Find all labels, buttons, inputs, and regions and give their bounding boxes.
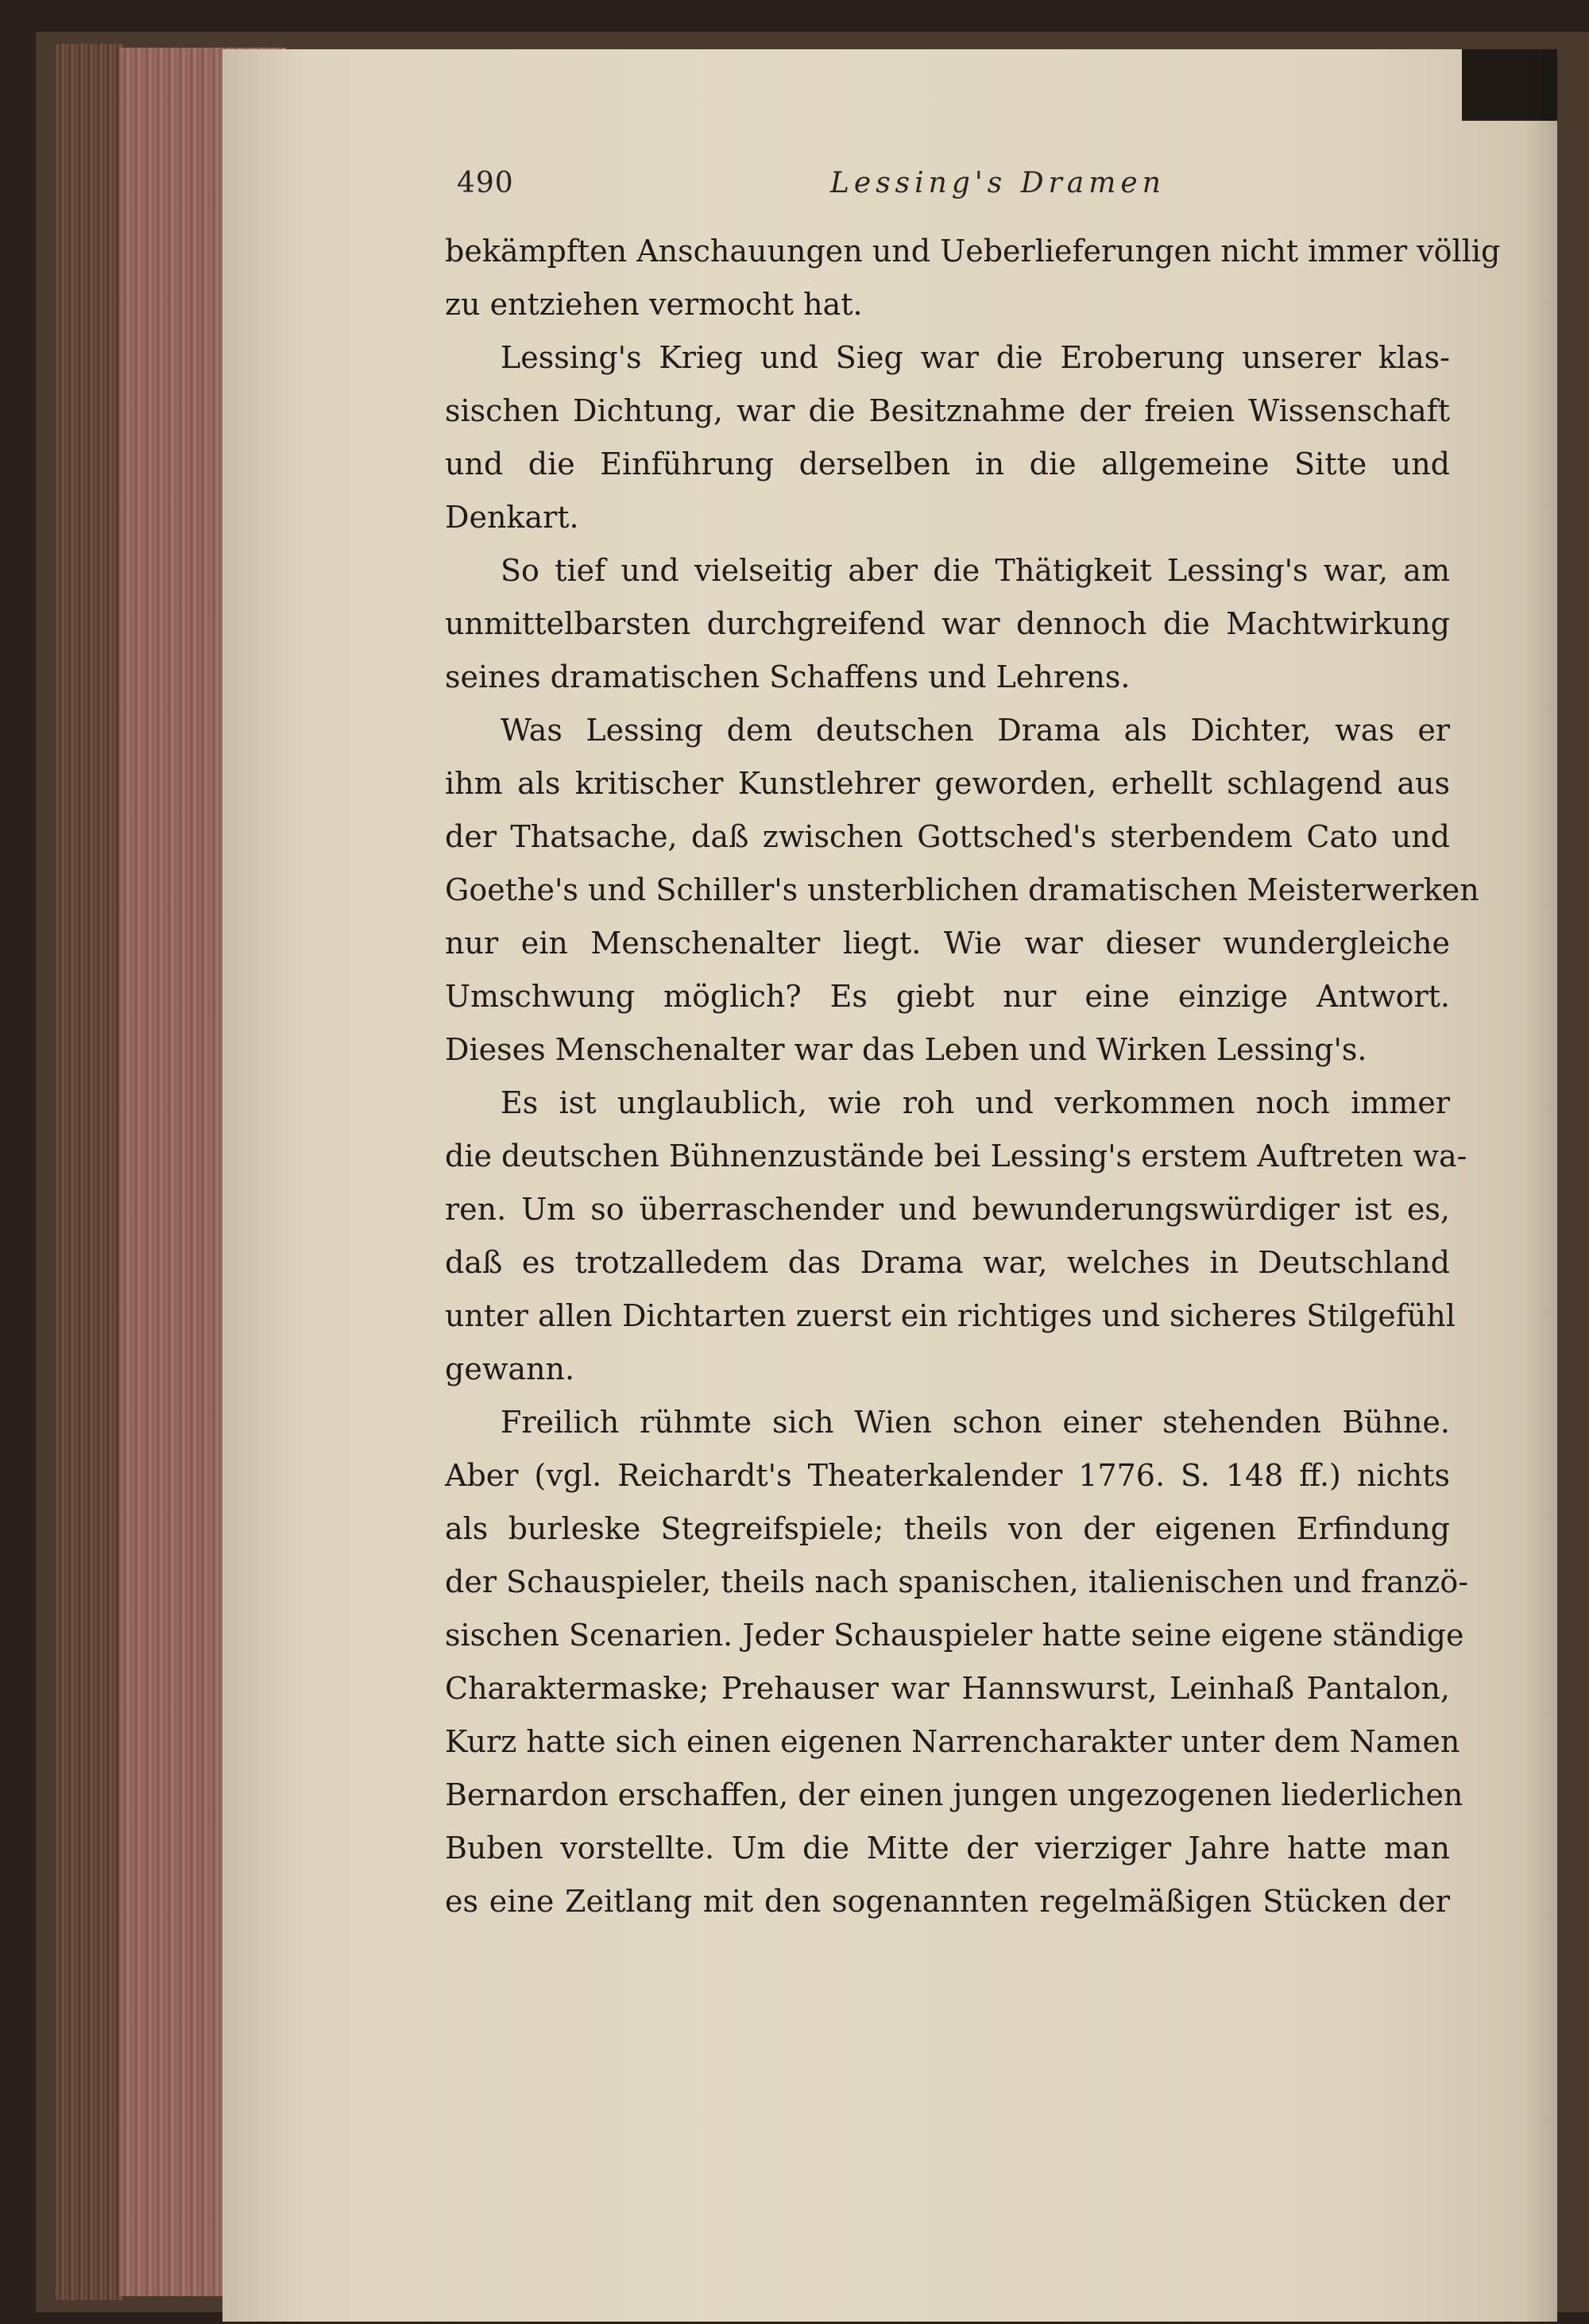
running-title: Lessing's Dramen [830,167,1166,199]
text-line: gewann. [445,1351,575,1386]
text-line: unmittelbarsten durchgreifend war dennoch die Machtwirkung [445,606,1450,641]
text-line: unter allen Dichtarten zuerst ein richtiges und sicheres Stilgefühl [445,1298,1456,1333]
text-line: Lessing's Krieg und Sieg war die Eroberung unserer klas- [501,340,1450,375]
text-line: Umschwung möglich? Es giebt nur eine einzige Antwort. [445,979,1450,1014]
page-clip [1462,49,1557,121]
text-line: Es ist unglaublich, wie roh und verkommen noch immer [501,1085,1450,1120]
text-line: zu entziehen vermocht hat. [445,287,863,322]
text-line: der Schauspieler, theils nach spanischen, italienischen und franzö- [445,1564,1469,1599]
text-line: der Thatsache, daß zwischen Gottsched's sterbendem Cato und [445,819,1450,854]
text-line: Charaktermaske; Prehauser war Hannswurst, Leinhaß Pantalon, [445,1671,1450,1706]
text-line: es eine Zeitlang mit den sogenannten regelmäßigen Stücken der [445,1884,1450,1919]
text-line: Dieses Menschenalter war das Leben und Wirken Lessing's. [445,1032,1367,1067]
text-line: Bernardon erschaffen, der einen jungen ungezogenen liederlichen [445,1777,1463,1812]
text-line: seines dramatischen Schaffens und Lehrens. [445,659,1131,694]
text-line: Was Lessing dem deutschen Drama als Dichter, was er [501,713,1450,748]
text-line: und die Einführung derselben in die allgemeine Sitte und [445,447,1450,481]
text-line: So tief und vielseitig aber die Thätigkeit Lessing's war, am [501,553,1450,588]
text-line: Denkart. [445,500,579,535]
text-line: bekämpften Anschauungen und Ueberlieferungen nicht immer völlig [445,234,1501,269]
text-line: Buben vorstellte. Um die Mitte der vierziger Jahre hatte man [445,1831,1450,1866]
text-line: nur ein Menschenalter liegt. Wie war dieser wundergleiche [445,926,1450,961]
book-spine-edge [56,44,123,2300]
text-line: Kurz hatte sich einen eigenen Narrencharakter unter dem Namen [445,1724,1460,1759]
text-line: als burleske Stegreifspiele; theils von der eigenen Erfindung [445,1511,1450,1546]
text-line: die deutschen Bühnenzustände bei Lessing's erstem Auftreten wa- [445,1139,1467,1174]
text-line: Aber (vgl. Reichardt's Theaterkalender 1776. S. 148 ff.) nichts [445,1458,1450,1493]
text-line: sischen Dichtung, war die Besitznahme der freien Wissenschaft [445,393,1450,428]
text-line: ren. Um so überraschender und bewunderungswürdiger ist es, [445,1192,1450,1227]
page-number: 490 [457,167,514,199]
text-line: sischen Scenarien. Jeder Schauspieler hatte seine eigene ständige [445,1618,1464,1653]
body-text [445,225,1501,1928]
text-line: daß es trotzalledem das Drama war, welches in Deutschland [445,1245,1450,1280]
text-line: Freilich rühmte sich Wien schon einer stehenden Bühne. [501,1405,1450,1440]
text-line: ihm als kritischer Kunstlehrer geworden, erhellt schlagend aus [445,766,1450,801]
text-line: Goethe's und Schiller's unsterblichen dramatischen Meisterwerken [445,872,1479,907]
page-header [457,167,1458,207]
